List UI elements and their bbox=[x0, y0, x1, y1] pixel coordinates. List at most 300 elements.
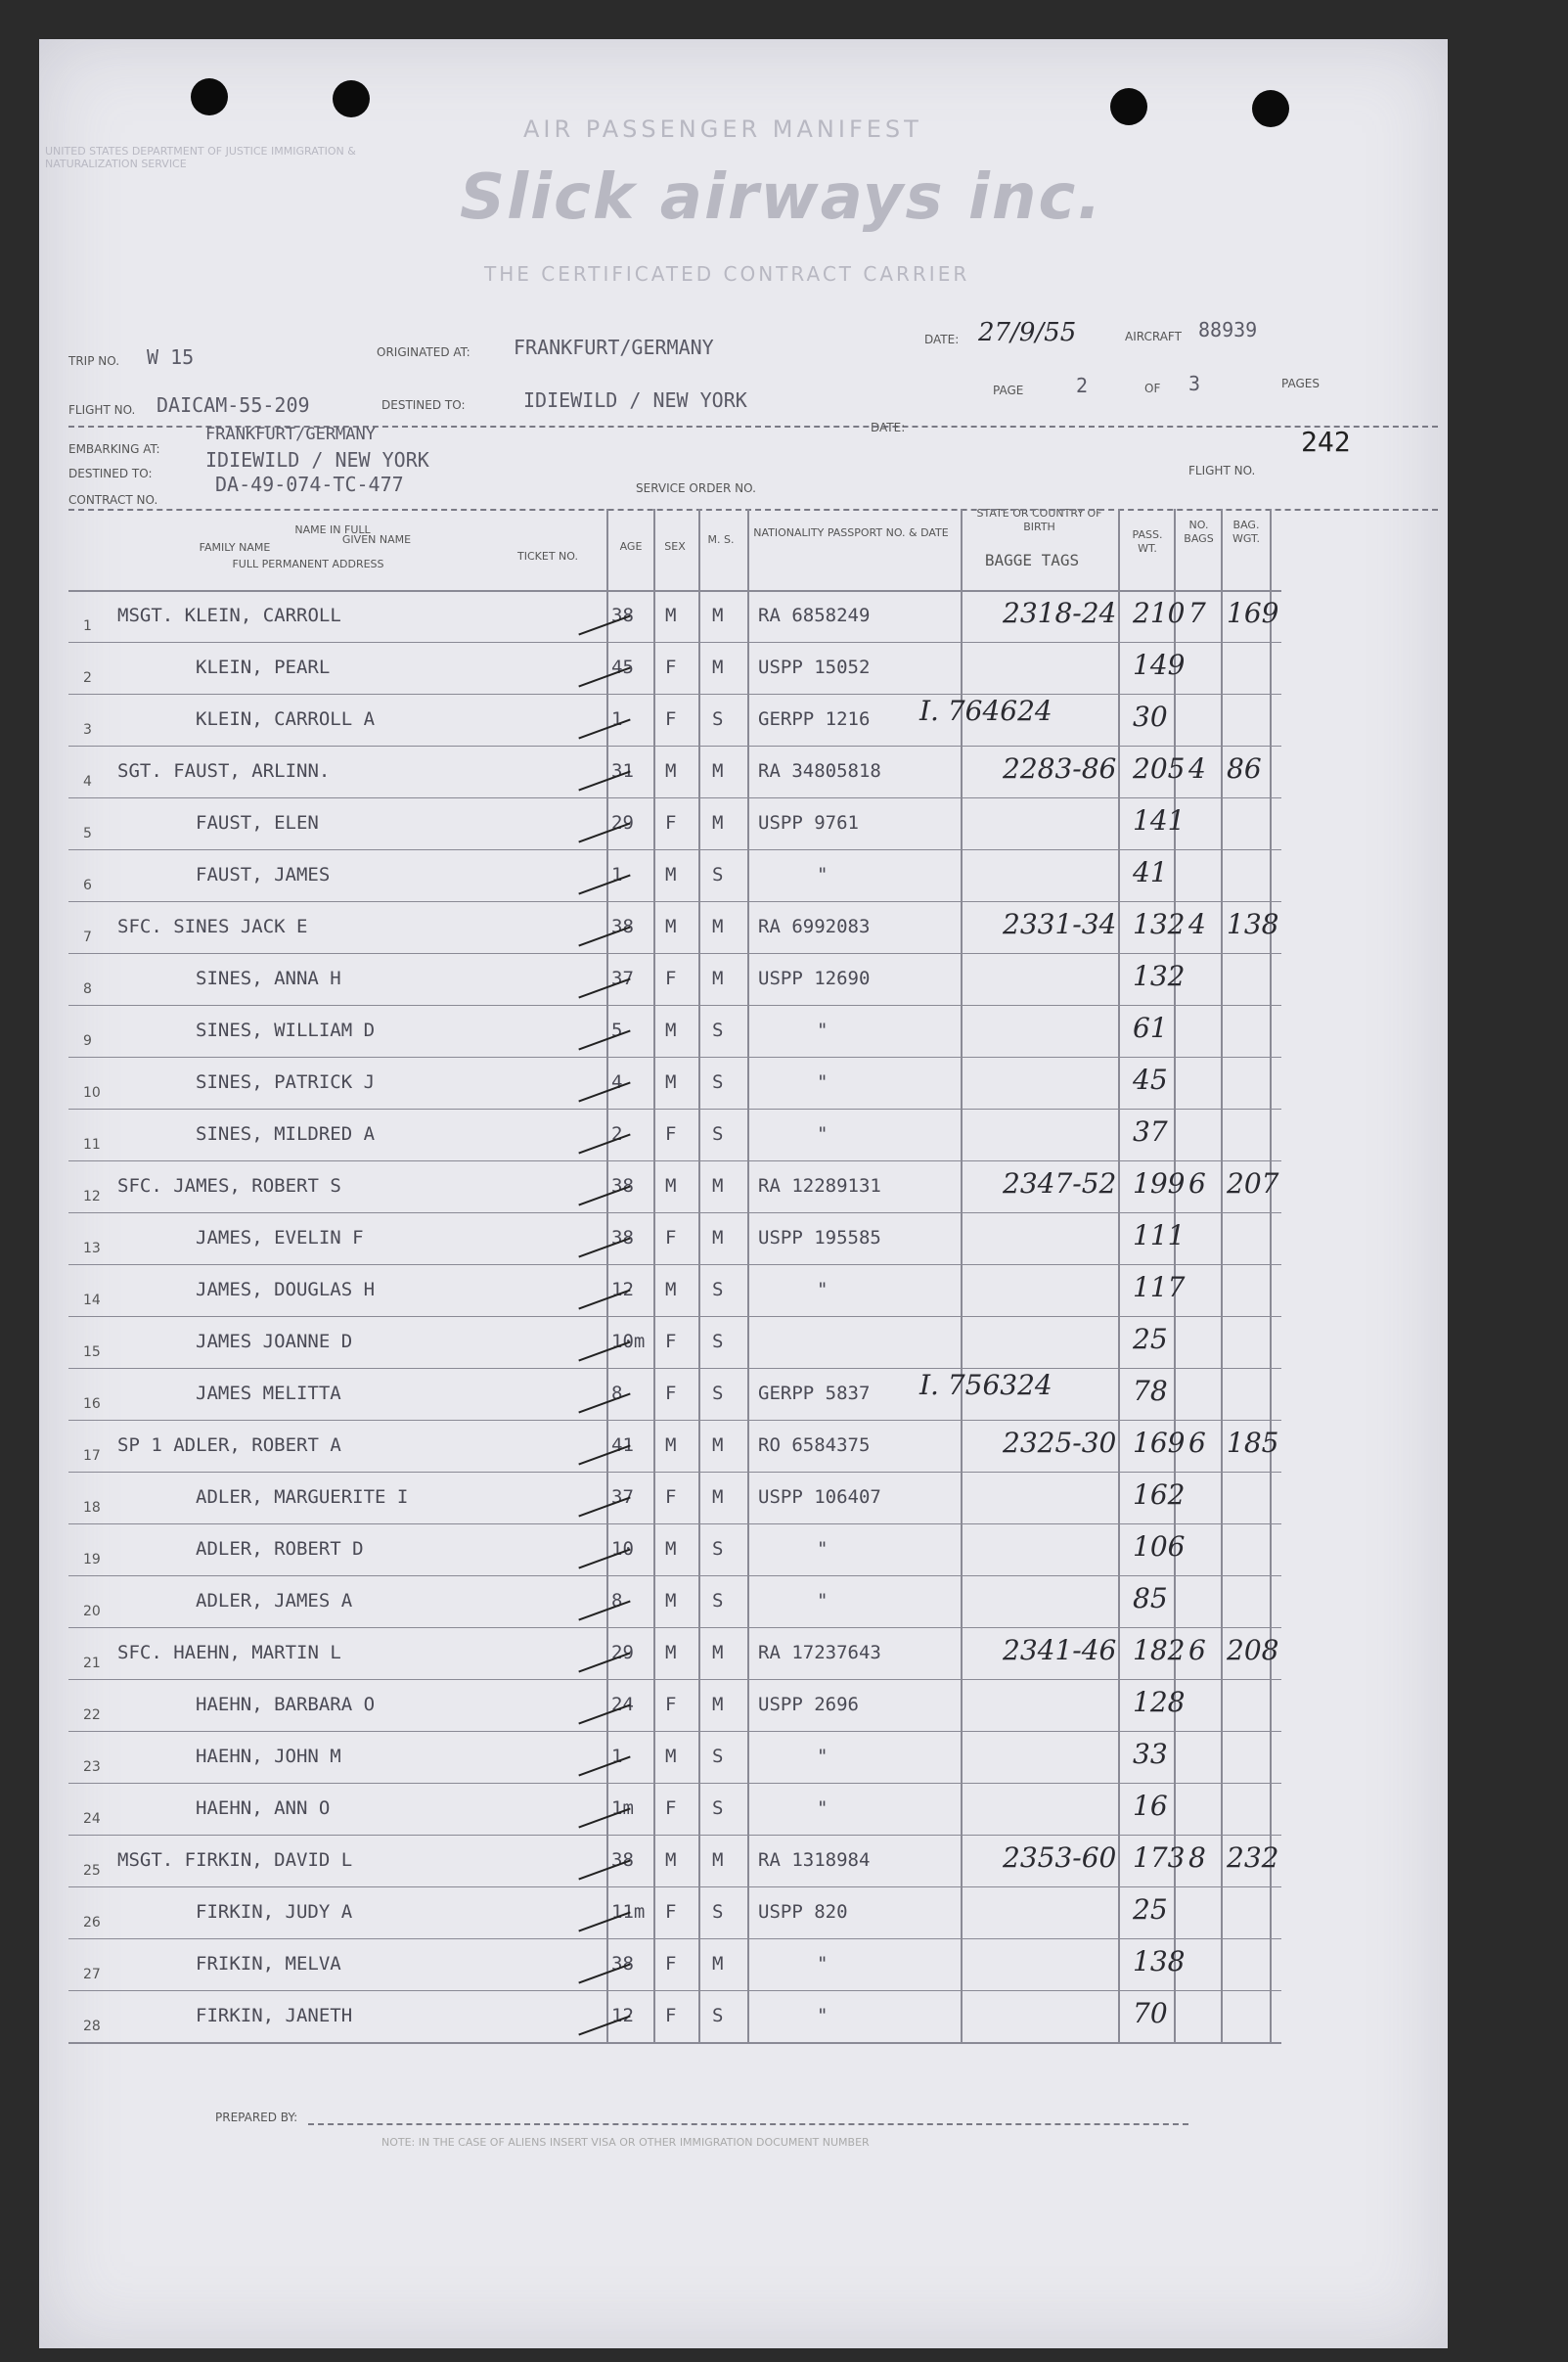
table-row-rule bbox=[68, 1679, 1281, 1680]
table-row-rule bbox=[68, 1264, 1281, 1265]
punch-hole bbox=[1110, 88, 1147, 125]
originated-at-label: ORIGINATED AT: bbox=[377, 345, 470, 359]
pass-weight-cell: 210 bbox=[1133, 597, 1186, 629]
row-number: 6 bbox=[83, 878, 92, 893]
table-row-rule bbox=[68, 1472, 1281, 1473]
table-row-rule bbox=[68, 1886, 1281, 1887]
passport-cell: GERPP 5837 bbox=[758, 1383, 871, 1404]
pass-weight-cell: 61 bbox=[1133, 1012, 1168, 1044]
table-column-rule bbox=[747, 509, 749, 2042]
destined-to2-label: DESTINED TO: bbox=[68, 467, 153, 480]
bag-tags-cell: 2318-24 bbox=[1003, 597, 1117, 629]
pass-weight-cell: 16 bbox=[1133, 1790, 1168, 1822]
sex-cell: F bbox=[665, 1797, 677, 1819]
of-label: OF bbox=[1144, 382, 1161, 395]
table-row-rule bbox=[68, 694, 1281, 695]
row-number: 17 bbox=[83, 1448, 101, 1464]
contract-no-label: CONTRACT NO. bbox=[68, 493, 158, 507]
pages-label: PAGES bbox=[1281, 377, 1320, 390]
marital-status-cell: M bbox=[712, 1694, 724, 1715]
table-column-rule bbox=[698, 509, 700, 2042]
pass-weight-cell: 111 bbox=[1133, 1219, 1186, 1251]
flight-no2-label: FLIGHT NO. bbox=[1188, 464, 1256, 477]
sex-cell: F bbox=[665, 2005, 677, 2026]
sex-cell: F bbox=[665, 812, 677, 834]
pass-weight-cell: 173 bbox=[1133, 1841, 1186, 1874]
age-cell: 2 bbox=[611, 1123, 623, 1145]
marital-status-cell: S bbox=[712, 1071, 724, 1093]
check-mark bbox=[578, 1392, 630, 1413]
flight-number-handwritten: 242 bbox=[1301, 426, 1351, 458]
marital-status-cell: S bbox=[712, 1797, 724, 1819]
table-header-rule bbox=[68, 590, 1281, 592]
row-number: 22 bbox=[83, 1707, 101, 1723]
check-mark bbox=[578, 1755, 630, 1776]
sex-cell: M bbox=[665, 760, 677, 782]
passport-cell: USPP 15052 bbox=[758, 657, 871, 678]
table-column-rule bbox=[961, 509, 963, 2042]
bag-weight-cell: 169 bbox=[1227, 597, 1279, 629]
passport-cell: USPP 2696 bbox=[758, 1694, 859, 1715]
table-row-rule bbox=[68, 1523, 1281, 1524]
age-cell: 29 bbox=[611, 1642, 634, 1663]
marital-status-cell: M bbox=[712, 1227, 724, 1249]
pass-weight-cell: 199 bbox=[1133, 1167, 1186, 1200]
row-number: 19 bbox=[83, 1552, 101, 1567]
col-full-address: FULL PERMANENT ADDRESS bbox=[232, 558, 384, 570]
no-bags-cell: 8 bbox=[1188, 1841, 1206, 1874]
marital-status-cell: M bbox=[712, 1434, 724, 1456]
table-row-rule bbox=[68, 901, 1281, 902]
row-number: 10 bbox=[83, 1085, 101, 1101]
sex-cell: M bbox=[665, 1746, 677, 1767]
page-total: 3 bbox=[1188, 372, 1201, 395]
row-number: 5 bbox=[83, 826, 92, 841]
table-row-rule bbox=[68, 1057, 1281, 1058]
trip-no-label: TRIP NO. bbox=[68, 354, 120, 368]
bag-tags-cell: 2353-60 bbox=[1003, 1841, 1117, 1874]
marital-status-cell: S bbox=[712, 1590, 724, 1612]
pass-weight-cell: 169 bbox=[1133, 1427, 1186, 1459]
no-bags-cell: 6 bbox=[1188, 1427, 1206, 1459]
age-cell: 38 bbox=[611, 605, 634, 626]
pass-weight-cell: 138 bbox=[1133, 1945, 1186, 1977]
check-mark bbox=[578, 718, 630, 739]
pass-weight-cell: 25 bbox=[1133, 1893, 1168, 1926]
age-cell: 8 bbox=[611, 1590, 623, 1612]
passport-cell: USPP 9761 bbox=[758, 812, 859, 834]
sex-cell: M bbox=[665, 1175, 677, 1197]
row-number: 12 bbox=[83, 1189, 101, 1204]
page-label: PAGE bbox=[993, 384, 1024, 397]
form-title: AIR PASSENGER MANIFEST bbox=[523, 115, 922, 143]
passenger-name: FRIKIN, MELVA bbox=[196, 1953, 341, 1975]
passport-cell: RA 17237643 bbox=[758, 1642, 881, 1663]
row-number: 3 bbox=[83, 722, 92, 738]
pass-weight-cell: 30 bbox=[1133, 701, 1168, 733]
age-cell: 12 bbox=[611, 1279, 634, 1300]
aircraft-number: 88939 bbox=[1198, 318, 1258, 341]
passenger-name: SINES, MILDRED A bbox=[196, 1123, 376, 1145]
table-row-rule bbox=[68, 1783, 1281, 1784]
passenger-name: FAUST, JAMES bbox=[196, 864, 331, 886]
row-number: 26 bbox=[83, 1915, 101, 1930]
punch-hole bbox=[191, 78, 228, 115]
sex-cell: M bbox=[665, 605, 677, 626]
passport-cell: " bbox=[817, 2005, 829, 2026]
pass-weight-cell: 106 bbox=[1133, 1530, 1186, 1563]
sex-cell: F bbox=[665, 657, 677, 678]
passport-cell: " bbox=[817, 864, 829, 886]
age-cell: 4 bbox=[611, 1071, 623, 1093]
bag-tags-cell: 2347-52 bbox=[1003, 1167, 1117, 1200]
age-cell: 1 bbox=[611, 864, 623, 886]
col-nationality: NATIONALITY PASSPORT NO. & DATE bbox=[753, 526, 949, 539]
marital-status-cell: M bbox=[712, 1175, 724, 1197]
passenger-name: JAMES, DOUGLAS H bbox=[196, 1279, 376, 1300]
row-number: 25 bbox=[83, 1863, 101, 1879]
col-no-bags: NO. BAGS bbox=[1184, 519, 1214, 545]
table-row-rule bbox=[68, 1420, 1281, 1421]
marital-status-cell: S bbox=[712, 2005, 724, 2026]
table-row-rule bbox=[68, 1109, 1281, 1110]
passenger-name: JAMES, EVELIN F bbox=[196, 1227, 364, 1249]
age-cell: 5 bbox=[611, 1020, 623, 1041]
sex-cell: F bbox=[665, 1486, 677, 1508]
row-number: 18 bbox=[83, 1500, 101, 1516]
age-cell: 1 bbox=[611, 1746, 623, 1767]
row-number: 23 bbox=[83, 1759, 101, 1775]
passport-cell: " bbox=[817, 1746, 829, 1767]
punch-hole bbox=[1252, 90, 1289, 127]
footer-note: NOTE: IN THE CASE OF ALIENS INSERT VISA OR OTHER IMMIGRATION DOCUMENT NUMBER bbox=[381, 2136, 870, 2149]
table-row-rule bbox=[68, 746, 1281, 747]
passport-cell: USPP 195585 bbox=[758, 1227, 881, 1249]
table-column-rule bbox=[653, 509, 655, 2042]
passport-cell: RO 6584375 bbox=[758, 1434, 871, 1456]
age-cell: 38 bbox=[611, 1175, 634, 1197]
pass-weight-cell: 41 bbox=[1133, 856, 1168, 888]
col-ms: M. S. bbox=[707, 533, 735, 546]
table-row-rule bbox=[68, 849, 1281, 850]
passport-cell: RA 12289131 bbox=[758, 1175, 881, 1197]
table-column-rule bbox=[606, 509, 608, 2042]
sex-cell: F bbox=[665, 1383, 677, 1404]
passport-cell: " bbox=[817, 1279, 829, 1300]
sex-cell: F bbox=[665, 1331, 677, 1352]
marital-status-cell: S bbox=[712, 1746, 724, 1767]
table-column-rule bbox=[1270, 509, 1272, 2042]
check-mark bbox=[578, 1600, 630, 1620]
passport-cell: GERPP 1216 bbox=[758, 708, 871, 730]
marital-status-cell: M bbox=[712, 1642, 724, 1663]
marital-status-cell: S bbox=[712, 1383, 724, 1404]
pass-weight-cell: 33 bbox=[1133, 1738, 1168, 1770]
table-row-rule bbox=[68, 797, 1281, 798]
slick-logo: Slick airways inc. bbox=[460, 161, 1103, 234]
sex-cell: M bbox=[665, 1849, 677, 1871]
sex-cell: M bbox=[665, 1071, 677, 1093]
table-row-rule bbox=[68, 1368, 1281, 1369]
service-order-label: SERVICE ORDER NO. bbox=[636, 481, 756, 495]
passenger-name: HAEHN, BARBARA O bbox=[196, 1694, 376, 1715]
passport-cell: RA 6858249 bbox=[758, 605, 871, 626]
marital-status-cell: S bbox=[712, 864, 724, 886]
row-number: 15 bbox=[83, 1344, 101, 1360]
marital-status-cell: M bbox=[712, 1849, 724, 1871]
table-row-rule bbox=[68, 1212, 1281, 1213]
passport-cell: " bbox=[817, 1071, 829, 1093]
passenger-name: JAMES MELITTA bbox=[196, 1383, 341, 1404]
age-cell: 29 bbox=[611, 812, 634, 834]
marital-status-cell: M bbox=[712, 605, 724, 626]
marital-status-cell: M bbox=[712, 1486, 724, 1508]
table-row-rule bbox=[68, 953, 1281, 954]
passenger-name: SP 1 ADLER, ROBERT A bbox=[117, 1434, 341, 1456]
passenger-name: SINES, PATRICK J bbox=[196, 1071, 376, 1093]
passenger-name: SGT. FAUST, ARLINN. bbox=[117, 760, 331, 782]
passenger-name: HAEHN, JOHN M bbox=[196, 1746, 341, 1767]
passenger-name: ADLER, ROBERT D bbox=[196, 1538, 364, 1560]
row-number: 9 bbox=[83, 1033, 92, 1049]
table-row-rule bbox=[68, 1731, 1281, 1732]
passport-cell: " bbox=[817, 1797, 829, 1819]
col-family-name: FAMILY NAME bbox=[199, 541, 271, 554]
no-bags-cell: 6 bbox=[1188, 1167, 1206, 1200]
col-pass-wt: PASS. WT. bbox=[1132, 528, 1163, 555]
pass-weight-cell: 25 bbox=[1133, 1323, 1168, 1355]
sex-cell: M bbox=[665, 1590, 677, 1612]
sex-cell: M bbox=[665, 864, 677, 886]
marital-status-cell: S bbox=[712, 708, 724, 730]
passport-cell: USPP 12690 bbox=[758, 968, 871, 989]
row-number: 14 bbox=[83, 1293, 101, 1308]
no-bags-cell: 4 bbox=[1188, 752, 1206, 785]
bag-weight-cell: 208 bbox=[1227, 1634, 1279, 1666]
age-cell: 8 bbox=[611, 1383, 623, 1404]
passenger-name: JAMES JOANNE D bbox=[196, 1331, 353, 1352]
sex-cell: F bbox=[665, 968, 677, 989]
age-cell: 31 bbox=[611, 760, 634, 782]
sex-cell: F bbox=[665, 1901, 677, 1923]
check-mark bbox=[578, 874, 630, 894]
table-column-rule bbox=[1118, 509, 1120, 2042]
marital-status-cell: S bbox=[712, 1331, 724, 1352]
age-cell: 37 bbox=[611, 968, 634, 989]
originated-at: FRANKFURT/GERMANY bbox=[514, 336, 714, 359]
carrier-tagline: THE CERTIFICATED CONTRACT CARRIER bbox=[484, 262, 970, 286]
age-cell: 1 bbox=[611, 708, 623, 730]
table-row-rule bbox=[68, 1160, 1281, 1161]
table-row-rule bbox=[68, 1575, 1281, 1576]
bag-tags-cell: 2325-30 bbox=[1003, 1427, 1117, 1459]
row-number: 1 bbox=[83, 618, 92, 634]
bag-weight-cell: 207 bbox=[1227, 1167, 1279, 1200]
age-cell: 38 bbox=[611, 1227, 634, 1249]
passenger-name: SFC. SINES JACK E bbox=[117, 916, 308, 937]
pass-weight-cell: 117 bbox=[1133, 1271, 1186, 1303]
table-top-rule bbox=[68, 509, 1438, 511]
bag-weight-cell: 232 bbox=[1227, 1841, 1279, 1874]
row-number: 7 bbox=[83, 930, 92, 945]
passenger-name: SFC. JAMES, ROBERT S bbox=[117, 1175, 341, 1197]
no-bags-cell: 6 bbox=[1188, 1634, 1206, 1666]
age-cell: 11m bbox=[611, 1901, 646, 1923]
passenger-name: FAUST, ELEN bbox=[196, 812, 319, 834]
row-number: 13 bbox=[83, 1241, 101, 1256]
pass-weight-cell: 205 bbox=[1133, 752, 1186, 785]
age-cell: 24 bbox=[611, 1694, 634, 1715]
bag-tags-cell: 2283-86 bbox=[1003, 752, 1117, 785]
pass-weight-cell: 182 bbox=[1133, 1634, 1186, 1666]
trip-no: W 15 bbox=[147, 345, 195, 369]
table-row-rule bbox=[68, 642, 1281, 643]
sex-cell: M bbox=[665, 1434, 677, 1456]
embarking-at-label: EMBARKING AT: bbox=[68, 442, 160, 456]
immigration-doc-annotation: I. 756324 bbox=[919, 1369, 1053, 1401]
date-label: DATE: bbox=[924, 333, 960, 346]
age-cell: 37 bbox=[611, 1486, 634, 1508]
age-cell: 1m bbox=[611, 1797, 634, 1819]
pass-weight-cell: 128 bbox=[1133, 1686, 1186, 1718]
row-number: 28 bbox=[83, 2019, 101, 2034]
marital-status-cell: M bbox=[712, 916, 724, 937]
row-number: 27 bbox=[83, 1967, 101, 1982]
pass-weight-cell: 132 bbox=[1133, 960, 1186, 992]
destined-to: IDIEWILD / NEW YORK bbox=[523, 388, 747, 412]
row-number: 20 bbox=[83, 1604, 101, 1619]
pass-weight-cell: 37 bbox=[1133, 1115, 1168, 1148]
check-mark bbox=[578, 1133, 630, 1154]
destined-to-label: DESTINED TO: bbox=[381, 398, 466, 412]
sex-cell: M bbox=[665, 1279, 677, 1300]
col-state-of-birth: STATE OR COUNTRY OF BIRTH bbox=[976, 507, 1102, 533]
age-cell: 38 bbox=[611, 1849, 634, 1871]
passenger-name: ADLER, JAMES A bbox=[196, 1590, 353, 1612]
marital-status-cell: S bbox=[712, 1901, 724, 1923]
table-bottom-rule bbox=[68, 2042, 1281, 2044]
marital-status-cell: S bbox=[712, 1123, 724, 1145]
passport-cell: " bbox=[817, 1590, 829, 1612]
sex-cell: M bbox=[665, 1642, 677, 1663]
passport-cell: USPP 106407 bbox=[758, 1486, 881, 1508]
col-name-in-full: NAME IN FULL bbox=[294, 523, 371, 536]
prepared-by-line bbox=[308, 2123, 1188, 2125]
passenger-name: MSGT. KLEIN, CARROLL bbox=[117, 605, 341, 626]
bag-tags-cell: 2341-46 bbox=[1003, 1634, 1117, 1666]
passenger-name: FIRKIN, JUDY A bbox=[196, 1901, 353, 1923]
passport-cell: USPP 820 bbox=[758, 1901, 848, 1923]
passenger-name: SINES, ANNA H bbox=[196, 968, 341, 989]
embarking-at: FRANKFURT/GERMANY bbox=[205, 425, 376, 444]
pass-weight-cell: 78 bbox=[1133, 1375, 1168, 1407]
marital-status-cell: S bbox=[712, 1279, 724, 1300]
pass-weight-cell: 132 bbox=[1133, 908, 1186, 940]
table-row-rule bbox=[68, 1835, 1281, 1836]
sex-cell: M bbox=[665, 916, 677, 937]
flight-no-label: FLIGHT NO. bbox=[68, 403, 136, 417]
bag-tags-cell: 2331-34 bbox=[1003, 908, 1117, 940]
table-row-rule bbox=[68, 1005, 1281, 1006]
manifest-page bbox=[39, 39, 1448, 2348]
row-number: 4 bbox=[83, 774, 92, 790]
row-number: 24 bbox=[83, 1811, 101, 1827]
col-bag-tags: BAGGE TAGS bbox=[984, 551, 1080, 569]
flight-no: DAICAM-55-209 bbox=[157, 393, 310, 417]
age-cell: 38 bbox=[611, 1953, 634, 1975]
table-row-rule bbox=[68, 1627, 1281, 1628]
passenger-name: HAEHN, ANN O bbox=[196, 1797, 331, 1819]
col-bag-wgt: BAG. WGT. bbox=[1232, 519, 1260, 545]
sex-cell: F bbox=[665, 1953, 677, 1975]
bag-weight-cell: 185 bbox=[1227, 1427, 1279, 1459]
marital-status-cell: S bbox=[712, 1020, 724, 1041]
table-column-rule bbox=[1221, 509, 1223, 2042]
pass-weight-cell: 149 bbox=[1133, 649, 1186, 681]
destined-to2: IDIEWILD / NEW YORK bbox=[205, 448, 429, 472]
col-age: AGE bbox=[619, 540, 643, 553]
row-number: 11 bbox=[83, 1137, 101, 1153]
passenger-name: KLEIN, CARROLL A bbox=[196, 708, 376, 730]
pass-weight-cell: 141 bbox=[1133, 804, 1186, 837]
table-row-rule bbox=[68, 1938, 1281, 1939]
marital-status-cell: M bbox=[712, 657, 724, 678]
pass-weight-cell: 85 bbox=[1133, 1582, 1168, 1614]
date2-label: DATE: bbox=[871, 421, 906, 434]
passenger-name: SINES, WILLIAM D bbox=[196, 1020, 376, 1041]
age-cell: 45 bbox=[611, 657, 634, 678]
passport-cell: RA 6992083 bbox=[758, 916, 871, 937]
sex-cell: F bbox=[665, 1123, 677, 1145]
age-cell: 38 bbox=[611, 916, 634, 937]
aircraft-label: AIRCRAFT bbox=[1125, 330, 1182, 343]
table-row-rule bbox=[68, 1990, 1281, 1991]
no-bags-cell: 7 bbox=[1188, 597, 1206, 629]
marital-status-cell: M bbox=[712, 1953, 724, 1975]
sex-cell: F bbox=[665, 1227, 677, 1249]
passenger-name: FIRKIN, JANETH bbox=[196, 2005, 353, 2026]
row-number: 16 bbox=[83, 1396, 101, 1412]
marital-status-cell: S bbox=[712, 1538, 724, 1560]
page-number: 2 bbox=[1076, 374, 1089, 397]
bag-weight-cell: 138 bbox=[1227, 908, 1279, 940]
pass-weight-cell: 70 bbox=[1133, 1997, 1168, 2029]
age-cell: 10 bbox=[611, 1538, 634, 1560]
prepared-by-label: PREPARED BY: bbox=[215, 2111, 298, 2124]
passport-cell: " bbox=[817, 1953, 829, 1975]
col-given-name: GIVEN NAME bbox=[341, 533, 412, 546]
passenger-name: KLEIN, PEARL bbox=[196, 657, 331, 678]
passport-cell: " bbox=[817, 1538, 829, 1560]
passport-cell: " bbox=[817, 1123, 829, 1145]
no-bags-cell: 4 bbox=[1188, 908, 1206, 940]
passenger-name: ADLER, MARGUERITE I bbox=[196, 1486, 409, 1508]
passport-cell: RA 1318984 bbox=[758, 1849, 871, 1871]
check-mark bbox=[578, 1029, 630, 1050]
row-number: 2 bbox=[83, 670, 92, 686]
manifest-date: 27/9/55 bbox=[978, 318, 1077, 347]
passport-cell: " bbox=[817, 1020, 829, 1041]
sex-cell: F bbox=[665, 708, 677, 730]
bag-weight-cell: 86 bbox=[1227, 752, 1262, 785]
sex-cell: M bbox=[665, 1538, 677, 1560]
immigration-doc-annotation: I. 764624 bbox=[919, 695, 1053, 727]
passenger-name: MSGT. FIRKIN, DAVID L bbox=[117, 1849, 353, 1871]
table-row-rule bbox=[68, 1316, 1281, 1317]
sex-cell: F bbox=[665, 1694, 677, 1715]
marital-status-cell: M bbox=[712, 760, 724, 782]
agency-stamp: UNITED STATES DEPARTMENT OF JUSTICE IMMIGRATION & NATURALIZATION SERVICE bbox=[45, 145, 356, 171]
